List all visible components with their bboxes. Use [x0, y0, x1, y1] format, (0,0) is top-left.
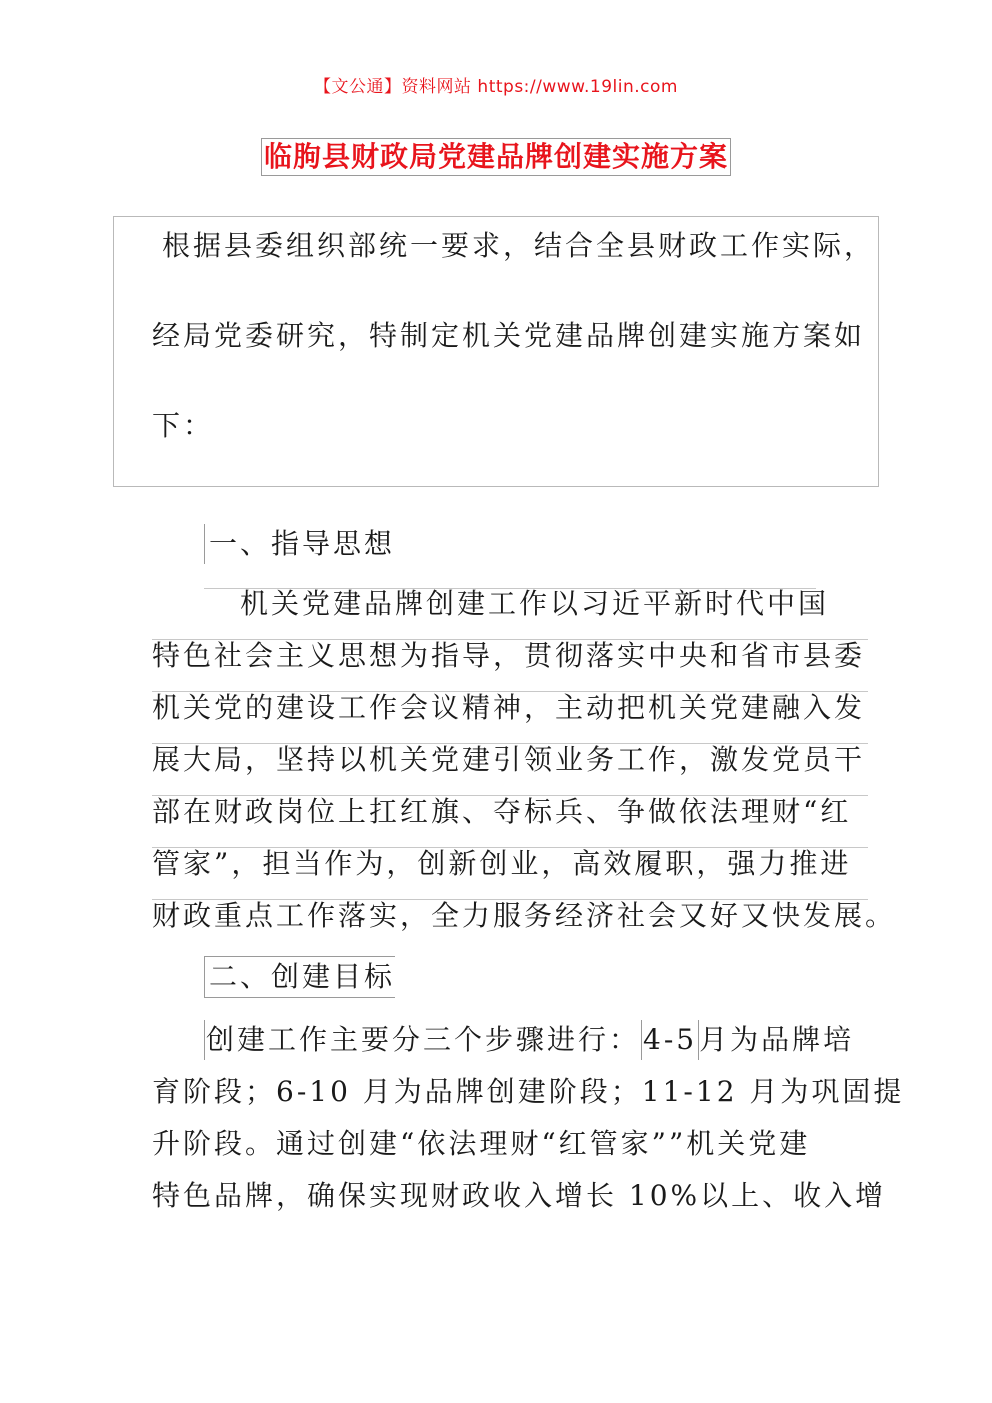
section-2-line-4: 特色品牌，确保实现财政收入增长 10%以上、收入增 — [152, 1179, 887, 1212]
intro-line-2: 经局党委研究，特制定机关党建品牌创建实施方案如 — [152, 319, 866, 352]
section-2-line-3: 升阶段。通过创建“依法理财“红管家””机关党建 — [152, 1127, 811, 1160]
section-2-line-1-text-b: 4-5 — [641, 1020, 699, 1060]
section-1-line-7: 财政重点工作落实，全力服务经济社会又好又快发展。 — [152, 899, 897, 932]
section-1-line-2: 特色社会主义思想为指导，贯彻落实中央和省市县委 — [152, 639, 866, 672]
section-2-line-1 — [204, 1020, 920, 1060]
section-2-line-1-text-a: 创建工作主要分三个步骤进行： — [204, 1020, 641, 1060]
section-1-line-3: 机关党的建设工作会议精神，主动把机关党建融入发 — [152, 691, 866, 724]
section-2-line-1-text-c: 月为品牌培 — [699, 1023, 855, 1056]
document-title: 临朐县财政局党建品牌创建实施方案 — [261, 138, 731, 176]
title-container — [0, 138, 992, 176]
section-1-line-1: 机关党建品牌创建工作以习近平新时代中国 — [240, 587, 830, 620]
section-1-line-6: 管家”，担当作为，创新创业，高效履职，强力推进 — [152, 847, 852, 880]
section-1-heading: 一、指导思想 — [204, 524, 395, 564]
section-2-line-2: 育阶段；6-10 月为品牌创建阶段；11-12 月为巩固提 — [152, 1075, 905, 1108]
intro-line-3: 下： — [152, 409, 215, 442]
section-2-heading: 二、创建目标 — [204, 956, 395, 998]
site-watermark: 【文公通】资料网站 https://www.19lin.com — [314, 77, 678, 97]
section-1-line-4: 展大局，坚持以机关党建引领业务工作，激发党员干 — [152, 743, 866, 776]
intro-line-1: 根据县委组织部统一要求，结合全县财政工作实际， — [162, 229, 876, 262]
section-1-line-5: 部在财政岗位上扛红旗、夺标兵、争做依法理财“红 — [152, 795, 852, 828]
